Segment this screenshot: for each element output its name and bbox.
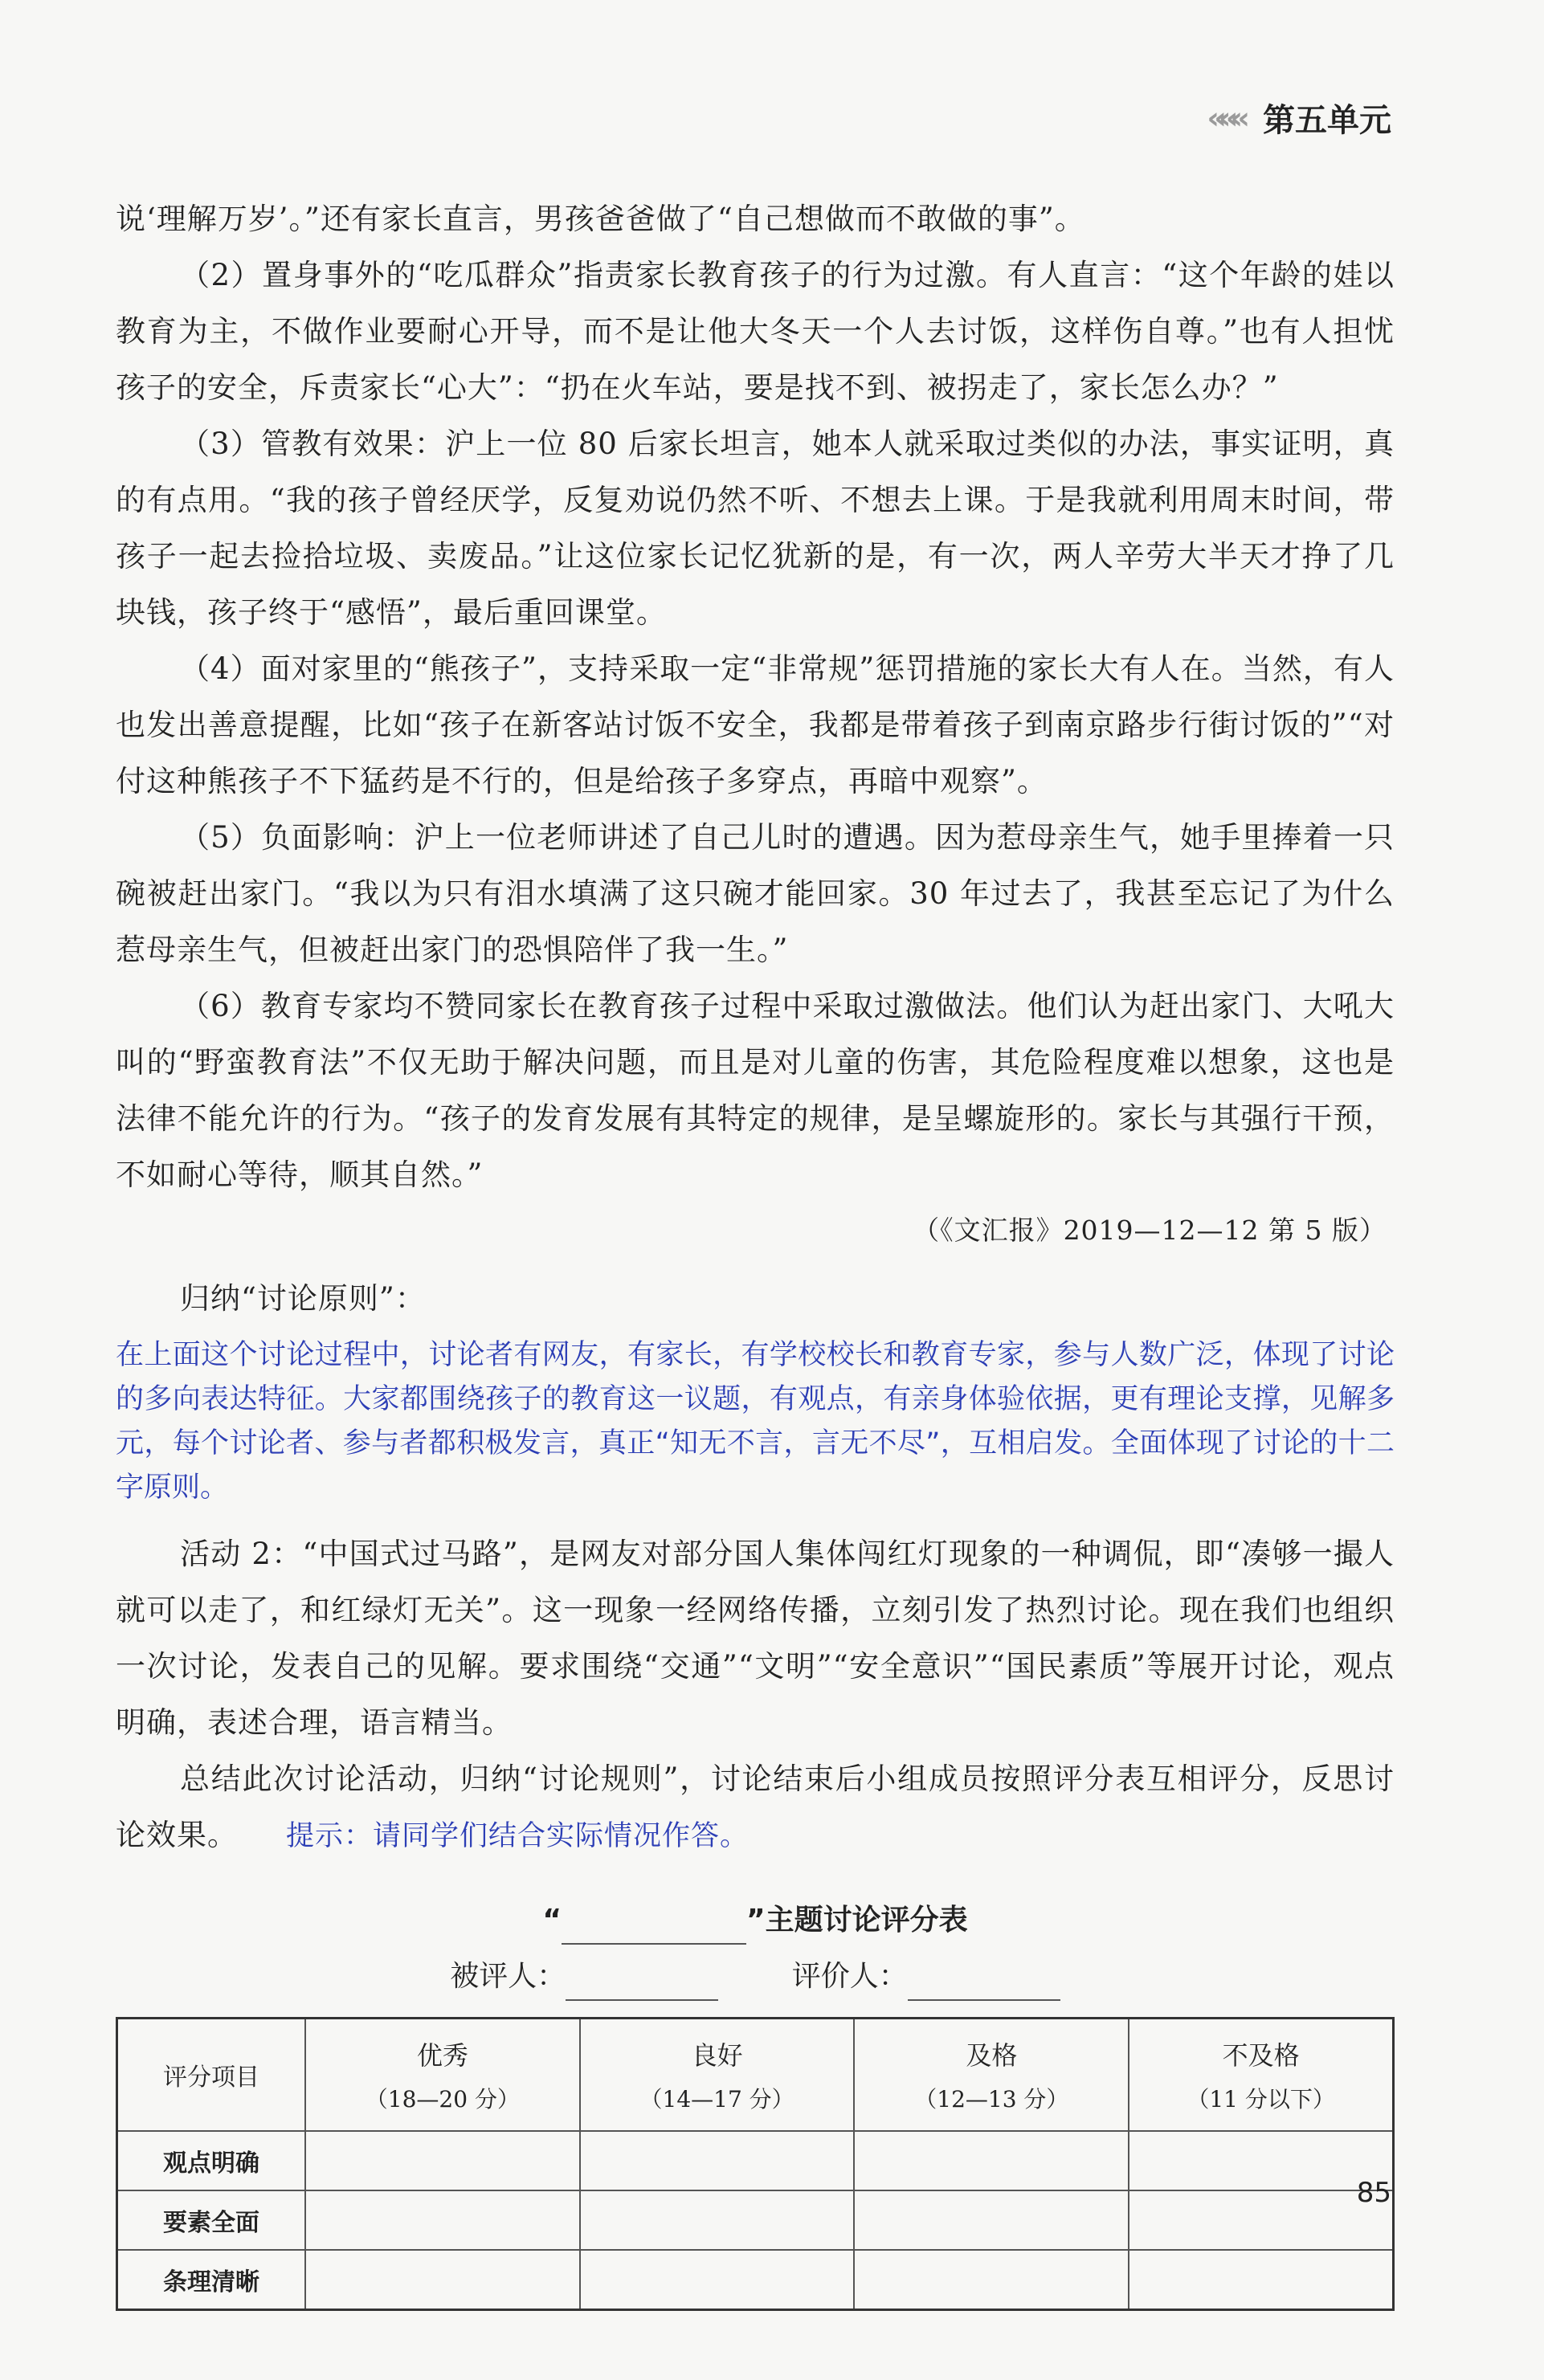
row-label: 观点明确 [117, 2131, 306, 2190]
summary-prompt: 归纳“讨论原则”： [180, 1281, 426, 1316]
summary-activity-body: 总结此次讨论活动，归纳“讨论规则”，讨论结束后小组成员按照评分表互相评分，反思讨论效果。 [116, 1762, 1395, 1852]
column-name: 不及格 [1222, 2040, 1300, 2071]
page-number: 85 [1356, 2177, 1391, 2209]
score-cell[interactable] [305, 2250, 580, 2310]
unit-header [1207, 95, 1391, 141]
score-cell[interactable] [580, 2190, 855, 2250]
paragraph-5: （6）教育专家均不赞同家长在教育孩子过程中采取过激做法。他们认为赶出家门、大吼大叫的“野蛮教育法”不仅无助于解决问题，而且是对儿童的伤害，其危险程度难以想象，这也是法律不能允许的行为。“孩子的发育发展有其特定的规律，是呈螺旋形的。家长与其强行干预，不如耐心等待，顺其自然。” [116, 989, 1395, 1192]
column-range: （11 分以下） [1187, 2086, 1335, 2113]
table-header-row [117, 2019, 1394, 2132]
chevron-left-icon: ««« [1207, 100, 1242, 136]
column-name: 良好 [691, 2040, 743, 2071]
summary-activity-text [116, 1751, 1395, 1864]
evaluator-blank[interactable] [908, 1975, 1060, 2001]
column-fail [1129, 2019, 1393, 2132]
paragraph-3: （4）面对家里的“熊孩子”，支持采取一定“非常规”惩罚措施的家长大有人在。当然，有人也发出善意提醒，比如“孩子在新客站讨饭不安全，我都是带着孩子到南京路步行街讨饭的”“对付这种熊孩子不下猛药是不行的，但是给孩子多穿点，再暗中观察”。 [116, 651, 1395, 798]
score-cell[interactable] [1129, 2190, 1393, 2250]
column-name: 优秀 [416, 2040, 468, 2071]
paragraph-0: 说‘理解万岁’。”还有家长直言，男孩爸爸做了“自己想做而不敢做的事”。 [116, 202, 1085, 236]
table-title [116, 1896, 1395, 1945]
column-range: （18—20 分） [365, 2086, 520, 2113]
main-content [116, 191, 1395, 2311]
table-row [117, 2190, 1394, 2250]
source-citation: （《文汇报》2019—12—12 第 5 版） [913, 1214, 1387, 1246]
score-cell[interactable] [580, 2250, 855, 2310]
paragraph-1: （2）置身事外的“吃瓜群众”指责家长教育孩子的行为过激。有人直言：“这个年龄的娃以教育为主，不做作业要耐心开导，而不是让他大冬天一个人去讨饭，这样伤自尊。”也有人担忧孩子的安全，斥责家长“心大”：“扔在火车站，要是找不到、被拐走了，家长怎么办？” [116, 258, 1395, 405]
evaluator-label: 评价人： [791, 1960, 908, 1993]
score-table [116, 2017, 1395, 2311]
score-cell[interactable] [580, 2131, 855, 2190]
paragraph-2: （3）管教有效果：沪上一位 80 后家长坦言，她本人就采取过类似的办法，事实证明，真的有点用。“我的孩子曾经厌学，反复劝说仍然不听、不想去上课。于是我就利用周末时间，带孩子一起去捡拾垃圾、卖废品。”让这位家长记忆犹新的是，有一次，两人辛劳大半天才挣了几块钱，孩子终于“感悟”，最后重回课堂。 [116, 427, 1395, 630]
evaluated-label: 被评人： [450, 1960, 566, 1993]
row-label: 条理清晰 [117, 2250, 306, 2310]
table-row [117, 2131, 1394, 2190]
paragraph-4: （5）负面影响：沪上一位老师讲述了自己儿时的遭遇。因为惹母亲生气，她手里捧着一只碗被赶出家门。“我以为只有泪水填满了这只碗才能回家。30 年过去了，我甚至忘记了为什么惹母亲生气，但被赶出家门的恐惧陪伴了我一生。” [116, 820, 1395, 967]
handwritten-answer: 在上面这个讨论过程中，讨论者有网友，有家长，有学校校长和教育专家，参与人数广泛，体现了讨论的多向表达特征。大家都围绕孩子的教育这一议题，有观点，有亲身体验依据，更有理论支撑，见解多元，每个讨论者、参与者都积极发言，真正“知无不言，言无不尽”，互相启发。全面体现了讨论的十二字原则。 [116, 1339, 1395, 1504]
hint-text: 提示：请同学们结合实际情况作答。 [286, 1820, 750, 1852]
column-good [580, 2019, 855, 2132]
table-title-close: ”主题讨论评分表 [746, 1904, 968, 1937]
score-cell[interactable] [854, 2250, 1129, 2310]
column-pass [854, 2019, 1129, 2132]
column-range: （12—13 分） [914, 2086, 1069, 2113]
row-label: 要素全面 [117, 2190, 306, 2250]
evaluator-line [116, 1953, 1395, 2001]
score-cell[interactable] [1129, 2250, 1393, 2310]
score-cell[interactable] [854, 2190, 1129, 2250]
score-cell[interactable] [854, 2131, 1129, 2190]
table-title-open: “ [542, 1904, 562, 1937]
table-corner: 评分项目 [117, 2019, 306, 2132]
evaluated-blank[interactable] [566, 1975, 718, 2001]
score-cell[interactable] [305, 2131, 580, 2190]
score-cell[interactable] [1129, 2131, 1393, 2190]
table-row [117, 2250, 1394, 2310]
score-cell[interactable] [305, 2190, 580, 2250]
topic-blank[interactable] [562, 1916, 746, 1945]
column-excellent [305, 2019, 580, 2132]
activity2-text: 活动 2：“中国式过马路”，是网友对部分国人集体闯红灯现象的一种调侃，即“凑够一撮人就可以走了，和红绿灯无关”。这一现象一经网络传播，立刻引发了热烈讨论。现在我们也组织一次讨论，发表自己的见解。要求围绕“交通”“文明”“安全意识”“国民素质”等展开讨论，观点明确，表述合理，语言精当。 [116, 1537, 1395, 1740]
unit-title: 第五单元 [1263, 102, 1391, 139]
column-range: （14—17 分） [639, 2086, 794, 2113]
column-name: 及格 [966, 2040, 1018, 2071]
